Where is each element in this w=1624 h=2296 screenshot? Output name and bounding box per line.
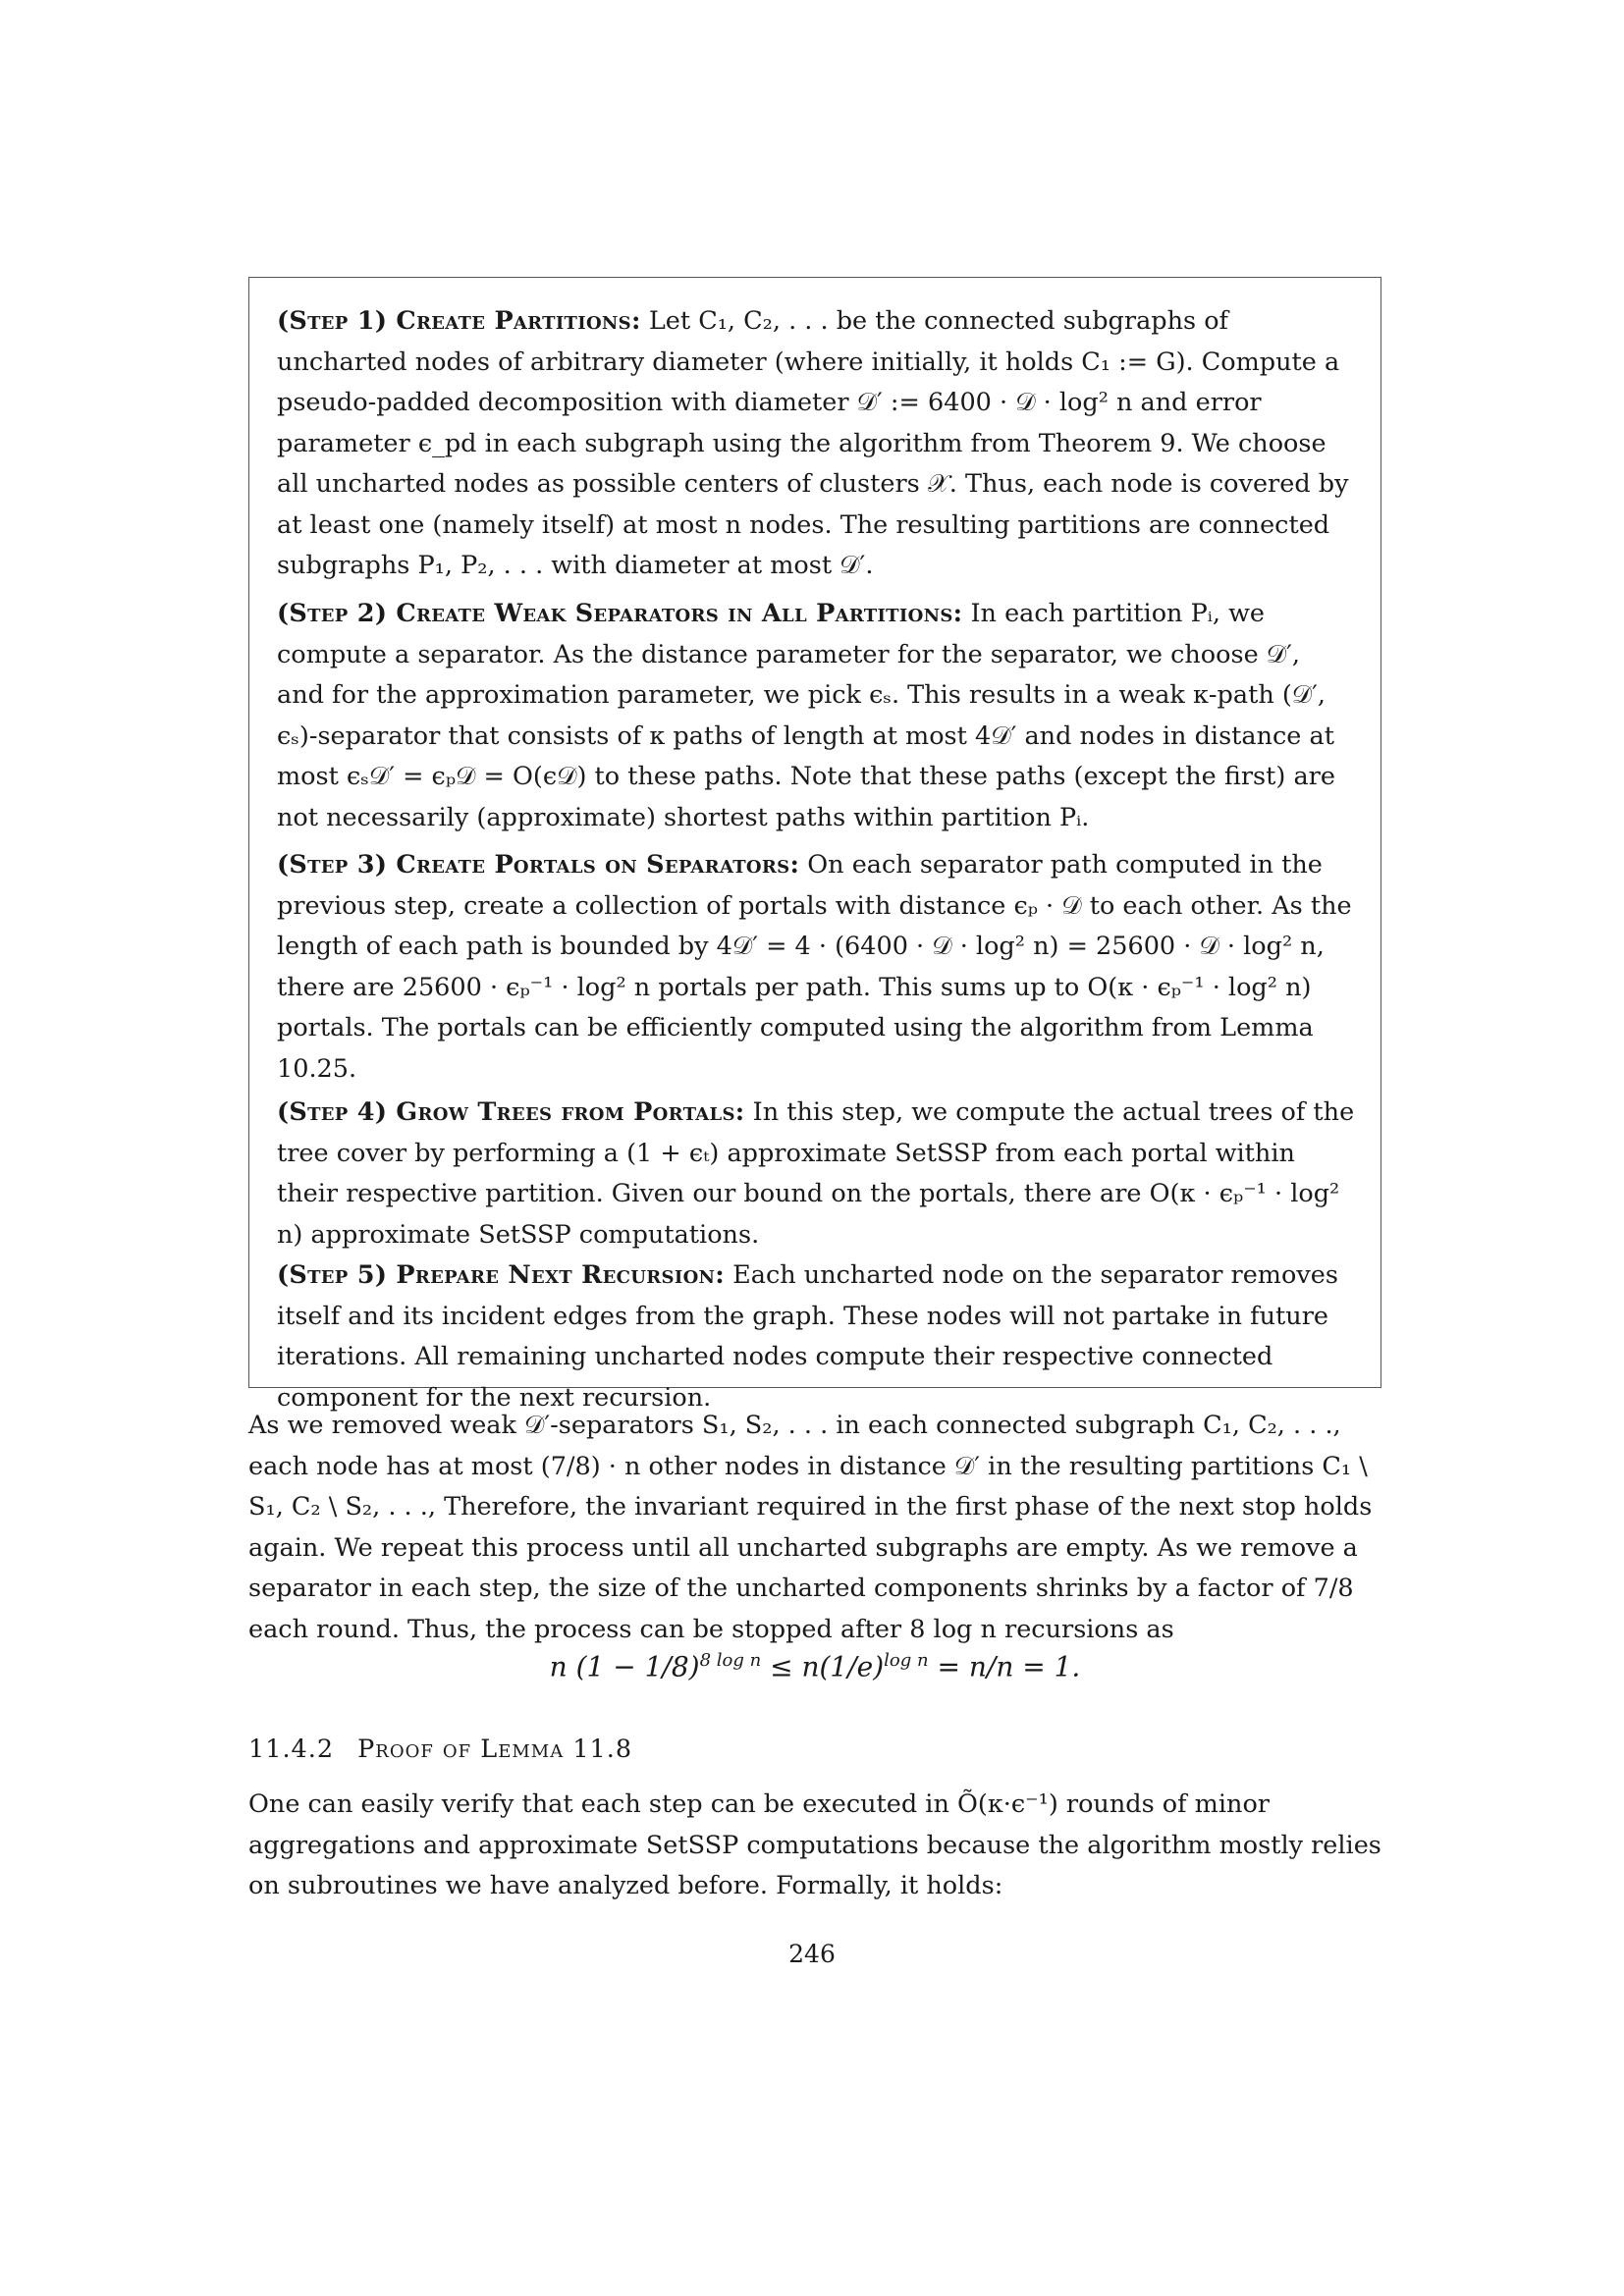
- algorithm-box: [248, 277, 1381, 1413]
- paragraph-recursion: As we removed weak 𝒟′-separators S₁, S₂, . . . in each connected subgraph C₁, C₂, . . ., each node has at most (7/8) · n other nodes in distance 𝒟′ in the resulting partitions C₁ \ S₁, C₂ \ S₂, . . ., Therefore, the invariant required in the first phase of the next stop holds again. We repeat this process until all uncharted subgraphs are empty. As we remove a separator in each step, the size of the uncharted components shrinks by a factor of 7/8 each round. Thus, the process can be stopped after 8 log n recursions as: [248, 1411, 1373, 1644]
- step-2: [277, 594, 1355, 838]
- equation-rhs: = n/n = 1.: [928, 1650, 1081, 1683]
- step-4: [277, 1093, 1355, 1255]
- step-text: On each separator path computed in the previous step, create a collection of portals with distance ϵₚ · 𝒟 to each other. As the length of each path is bounded by 4𝒟′ = 4 · (6400 · 𝒟 · log² n) = 25600 · 𝒟 · log² n, there are 25600 · ϵₚ⁻¹ · log² n portals per path. This sums up to O(κ · ϵₚ⁻¹ · log² n) portals. The portals can be efficiently computed using the algorithm from Lemma 10.25.: [277, 850, 1352, 1084]
- step-text: Each uncharted node on the separator removes itself and its incident edges from the graph. These nodes will not partake in future iterations. All remaining uncharted nodes compute their respective connected component for the next recursion.: [277, 1260, 1338, 1413]
- section-title: Proof of Lemma 11.8: [357, 1735, 633, 1764]
- step-1: [277, 301, 1355, 587]
- equation-mid: ≤ n(1/e): [761, 1650, 885, 1683]
- step-5: [277, 1255, 1355, 1418]
- paragraph-proof: One can easily verify that each step can be executed in Õ(κ·ϵ⁻¹) rounds of minor aggregations and approximate SetSSP computations because the algorithm mostly relies on subroutines we have analyzed before. Formally, it holds:: [248, 1789, 1381, 1900]
- page-number: 246: [788, 1940, 836, 1968]
- step-heading: (Step 2) Create Weak Separators in All Partitions:: [277, 599, 963, 628]
- section-heading: [248, 1730, 632, 1769]
- step-heading: (Step 5) Prepare Next Recursion:: [277, 1260, 726, 1290]
- equation-lhs-exponent: 8 log n: [699, 1650, 762, 1671]
- display-equation: [248, 1639, 1381, 1688]
- equation-lhs: n (1 − 1/8): [549, 1650, 700, 1683]
- step-heading: (Step 4) Grow Trees from Portals:: [277, 1097, 745, 1127]
- step-heading: (Step 3) Create Portals on Separators:: [277, 850, 800, 880]
- step-3: [277, 845, 1355, 1090]
- step-text: Let C₁, C₂, . . . be the connected subgraphs of uncharted nodes of arbitrary diameter (where initially, it holds C₁ := G). Compute a pseudo-padded decomposition with diameter 𝒟′ := 6400 · 𝒟 · log² n and error parameter ϵ_pd in each subgraph using the algorithm from Theorem 9. We choose all uncharted nodes as possible centers of clusters 𝒳. Thus, each node is covered by at least one (namely itself) at most n nodes. The resulting partitions are connected subgraphs P₁, P₂, . . . with diameter at most 𝒟′.: [277, 306, 1349, 580]
- step-heading: (Step 1) Create Partitions:: [277, 306, 641, 336]
- step-text: In each partition Pᵢ, we compute a separator. As the distance parameter for the separator, we choose 𝒟′, and for the approximation parameter, we pick ϵₛ. This results in a weak κ-path (𝒟′, ϵₛ)-separator that consists of κ paths of length at most 4𝒟′ and nodes in distance at most ϵₛ𝒟′ = ϵₚ𝒟 = O(ϵ𝒟) to these paths. Note that these paths (except the first) are not necessarily (approximate) shortest paths within partition Pᵢ.: [277, 599, 1335, 832]
- equation-mid-exponent: log n: [884, 1650, 929, 1671]
- section-number: 11.4.2: [248, 1735, 335, 1764]
- step-text: In this step, we compute the actual trees of the tree cover by performing a (1 + ϵₜ) approximate SetSSP from each portal within their respective partition. Given our bound on the portals, there are O(κ · ϵₚ⁻¹ · log² n) approximate SetSSP computations.: [277, 1097, 1355, 1250]
